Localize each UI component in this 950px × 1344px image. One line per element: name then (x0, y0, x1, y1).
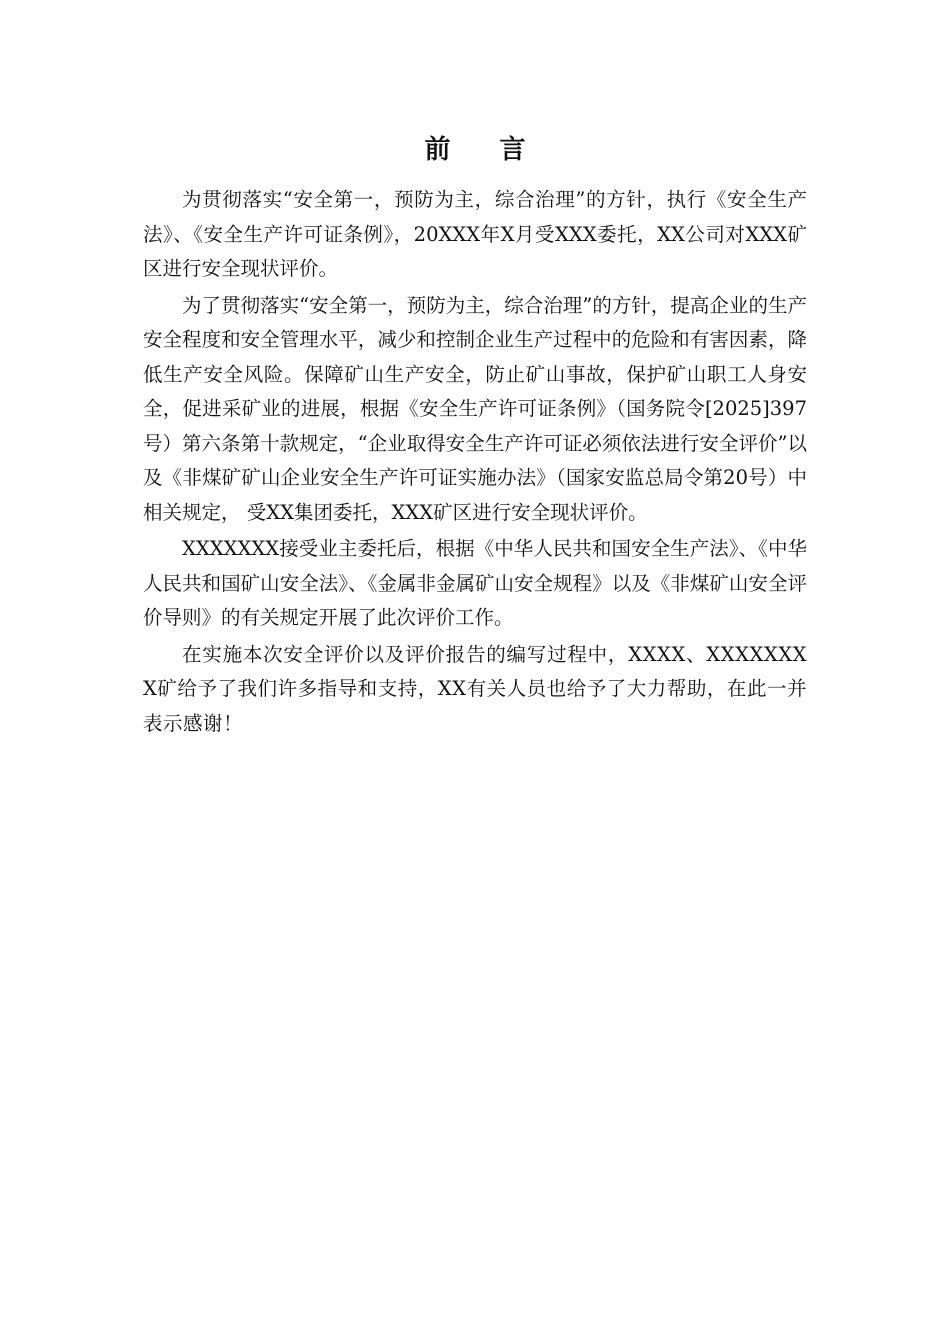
paragraph-4: 在实施本次安全评价以及评价报告的编写过程中，XXXX、XXXXXXXX矿给予了我们许多指导和支持，XX有关人员也给予了大力帮助，在此一并表示感谢！ (143, 642, 807, 735)
paragraph-2: 为了贯彻落实“安全第一，预防为主，综合治理”的方针，提高企业的生产安全程度和安全管理水平，减少和控制企业生产过程中的危险和有害因素，降低生产安全风险。保障矿山生产安全，防止矿山事故，保护矿山职工人身安全，促进采矿业的进展，根据《安全生产许可证条例》（国务院令[2025]397号）第六条第十款规定，“企业取得安全生产许可证必须依法进行安全评价”以及《非煤矿矿山企业安全生产许可证实施办法》（国家安监总局令第20号）中相关规定， 受XX集团委托，XXX矿区进行安全现状评价。 (143, 293, 807, 524)
paragraph-1: 为贯彻落实“安全第一，预防为主，综合治理”的方针，执行《安全生产法》、《安全生产许可证条例》，20XXX年X月受XXX委托，XX公司对XXX矿区进行安全现状评价。 (143, 188, 807, 280)
page-title: 前 言 (424, 135, 546, 165)
paragraph-3: XXXXXXX接受业主委托后，根据《中华人民共和国安全生产法》、《中华人民共和国矿山安全法》、《金属非金属矿山安全规程》以及《非煤矿山安全评价导则》的有关规定开展了此次评价工作。 (143, 537, 807, 629)
preface-body (143, 183, 807, 741)
